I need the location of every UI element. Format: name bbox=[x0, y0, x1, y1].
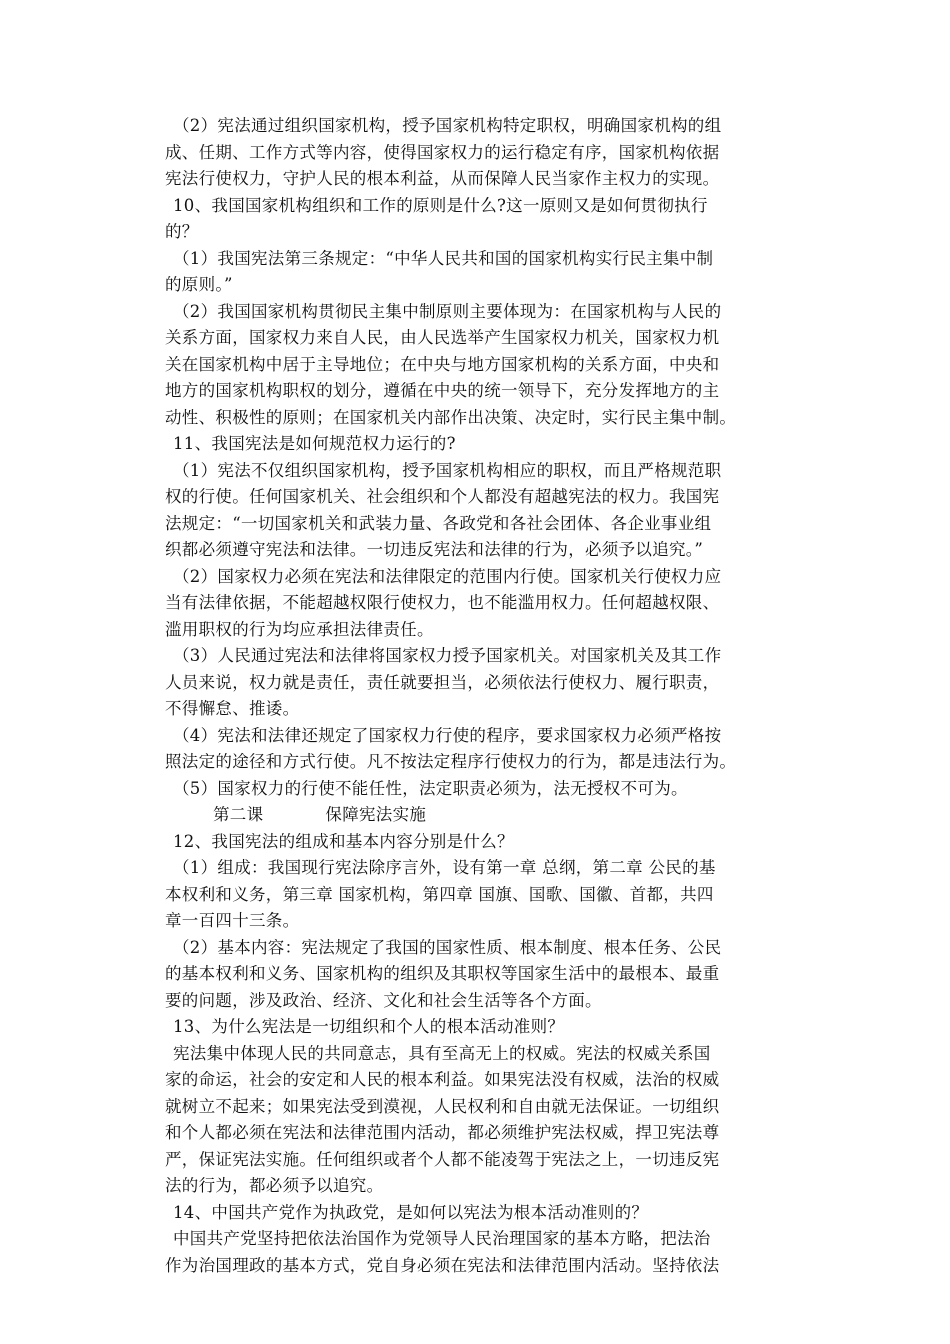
text-line: 关系方面，国家权力来自人民，由人民选举产生国家权力机关，国家权力机 bbox=[165, 328, 720, 347]
text-line: 宪法行使权力，守护人民的根本利益，从而保障人民当家作主权力的实现。 bbox=[165, 169, 720, 188]
text-line: 关在国家机构中居于主导地位；在中央与地方国家机构的关系方面，中央和 bbox=[165, 354, 720, 374]
text-line: 12、我国宪法的组成和基本内容分别是什么？ bbox=[173, 831, 514, 851]
text-line: 本权利和义务，第三章 国家机构，第四章 国旗、国歌、国徽、首都，共四 bbox=[165, 884, 714, 904]
text-line: 14、中国共产党作为执政党，是如何以宪法为根本活动准则的？ bbox=[173, 1202, 649, 1222]
text-line: 和个人都必须在宪法和法律范围内活动，都必须维护宪法权威，捍卫宪法尊 bbox=[165, 1123, 720, 1142]
text-line: 13、为什么宪法是一切组织和个人的根本活动准则？ bbox=[173, 1017, 565, 1036]
text-line: 的原则。” bbox=[165, 275, 233, 294]
text-line: 法规定：“一切国家机关和武装力量、各政党和各社会团体、各企业事业组 bbox=[165, 513, 712, 533]
lesson-title: 保障宪法实施 bbox=[325, 805, 427, 824]
text-line: 成、任期、工作方式等内容，使得国家权力的运行稳定有序，国家机构依据 bbox=[165, 142, 720, 162]
text-line: 权的行使。任何国家机关、社会组织和个人都没有超越宪法的权力。我国宪 bbox=[165, 487, 720, 506]
text-line: （2）我国国家机构贯彻民主集中制原则主要体现为：在国家机构与人民的 bbox=[173, 301, 722, 321]
text-line: （2）国家权力必须在宪法和法律限定的范围内行使。国家机关行使权力应 bbox=[173, 566, 722, 586]
text-line: 章一百四十三条。 bbox=[165, 911, 300, 930]
text-line: 10、我国国家机构组织和工作的原则是什么?这一原则又是如何贯彻执行 bbox=[173, 195, 708, 215]
text-line: 当有法律依据，不能超越权限行使权力，也不能滥用权力。任何超越权限、 bbox=[165, 593, 720, 612]
text-line: 家的命运，社会的安定和人民的根本利益。如果宪法没有权威，法治的权威 bbox=[165, 1070, 720, 1089]
text-line: 地方的国家机构职权的划分，遵循在中央的统一领导下，充分发挥地方的主 bbox=[165, 381, 720, 400]
text-line: 照法定的途径和方式行使。凡不按法定程序行使权力的行为，都是违法行为。 bbox=[165, 752, 737, 771]
text-line: 不得懈怠、推诿。 bbox=[165, 699, 300, 718]
text-line: （1）组成：我国现行宪法除序言外，设有第一章 总纲，第二章 公民的基 bbox=[173, 858, 716, 877]
text-line: 要的问题，涉及政治、经济、文化和社会生活等各个方面。 bbox=[165, 990, 602, 1010]
text-line: 织都必须遵守宪法和法律。一切违反宪法和法律的行为，必须予以追究。” bbox=[165, 540, 704, 559]
text-line: 严，保证宪法实施。任何组织或者个人都不能凌驾于宪法之上，一切违反宪 bbox=[165, 1149, 720, 1169]
text-line: 法的行为，都必须予以追究。 bbox=[165, 1176, 384, 1195]
text-line: （2）基本内容：宪法规定了我国的国家性质、根本制度、根本任务、公民 bbox=[173, 937, 722, 957]
text-line: （5）国家权力的行使不能任性，法定职责必须为，法无授权不可为。 bbox=[173, 778, 688, 798]
text-line: 11、我国宪法是如何规范权力运行的? bbox=[173, 434, 456, 453]
text-line: 滥用职权的行为均应承担法律责任。 bbox=[165, 619, 434, 639]
text-line: 就树立不起来；如果宪法受到漠视，人民权利和自由就无法保证。一切组织 bbox=[165, 1096, 720, 1116]
text-line: （2）宪法通过组织国家机构，授予国家机构特定职权，明确国家机构的组 bbox=[173, 116, 722, 135]
text-line: 作为治国理政的基本方式，党自身必须在宪法和法律范围内活动。坚持依法 bbox=[165, 1255, 720, 1275]
text-line: （1）我国宪法第三条规定：“中华人民共和国的国家机构实行民主集中制 bbox=[173, 248, 714, 268]
text-line: 的基本权利和义务、国家机构的组织及其职权等国家生活中的最根本、最重 bbox=[165, 964, 720, 983]
text-line: 人员来说，权力就是责任，责任就要担当，必须依法行使权力、履行职责， bbox=[165, 672, 720, 692]
text-line: （1）宪法不仅组织国家机构，授予国家机构相应的职权，而且严格规范职 bbox=[173, 460, 722, 480]
lesson-heading bbox=[165, 802, 785, 829]
text-line: 宪法集中体现人民的共同意志，具有至高无上的权威。宪法的权威关系国 bbox=[173, 1043, 711, 1063]
text-line: 动性、积极性的原则；在国家机关内部作出决策、决定时，实行民主集中制。 bbox=[165, 407, 737, 427]
lesson-number: 第二课 bbox=[213, 805, 264, 824]
text-line: 中国共产党坚持把依法治国作为党领导人民治理国家的基本方略，把法治 bbox=[173, 1229, 711, 1248]
text-line: （4）宪法和法律还规定了国家权力行使的程序，要求国家权力必须严格按 bbox=[173, 725, 722, 745]
text-line: （3）人民通过宪法和法律将国家权力授予国家机关。对国家机关及其工作 bbox=[173, 646, 722, 665]
text-line: 的？ bbox=[165, 222, 199, 241]
